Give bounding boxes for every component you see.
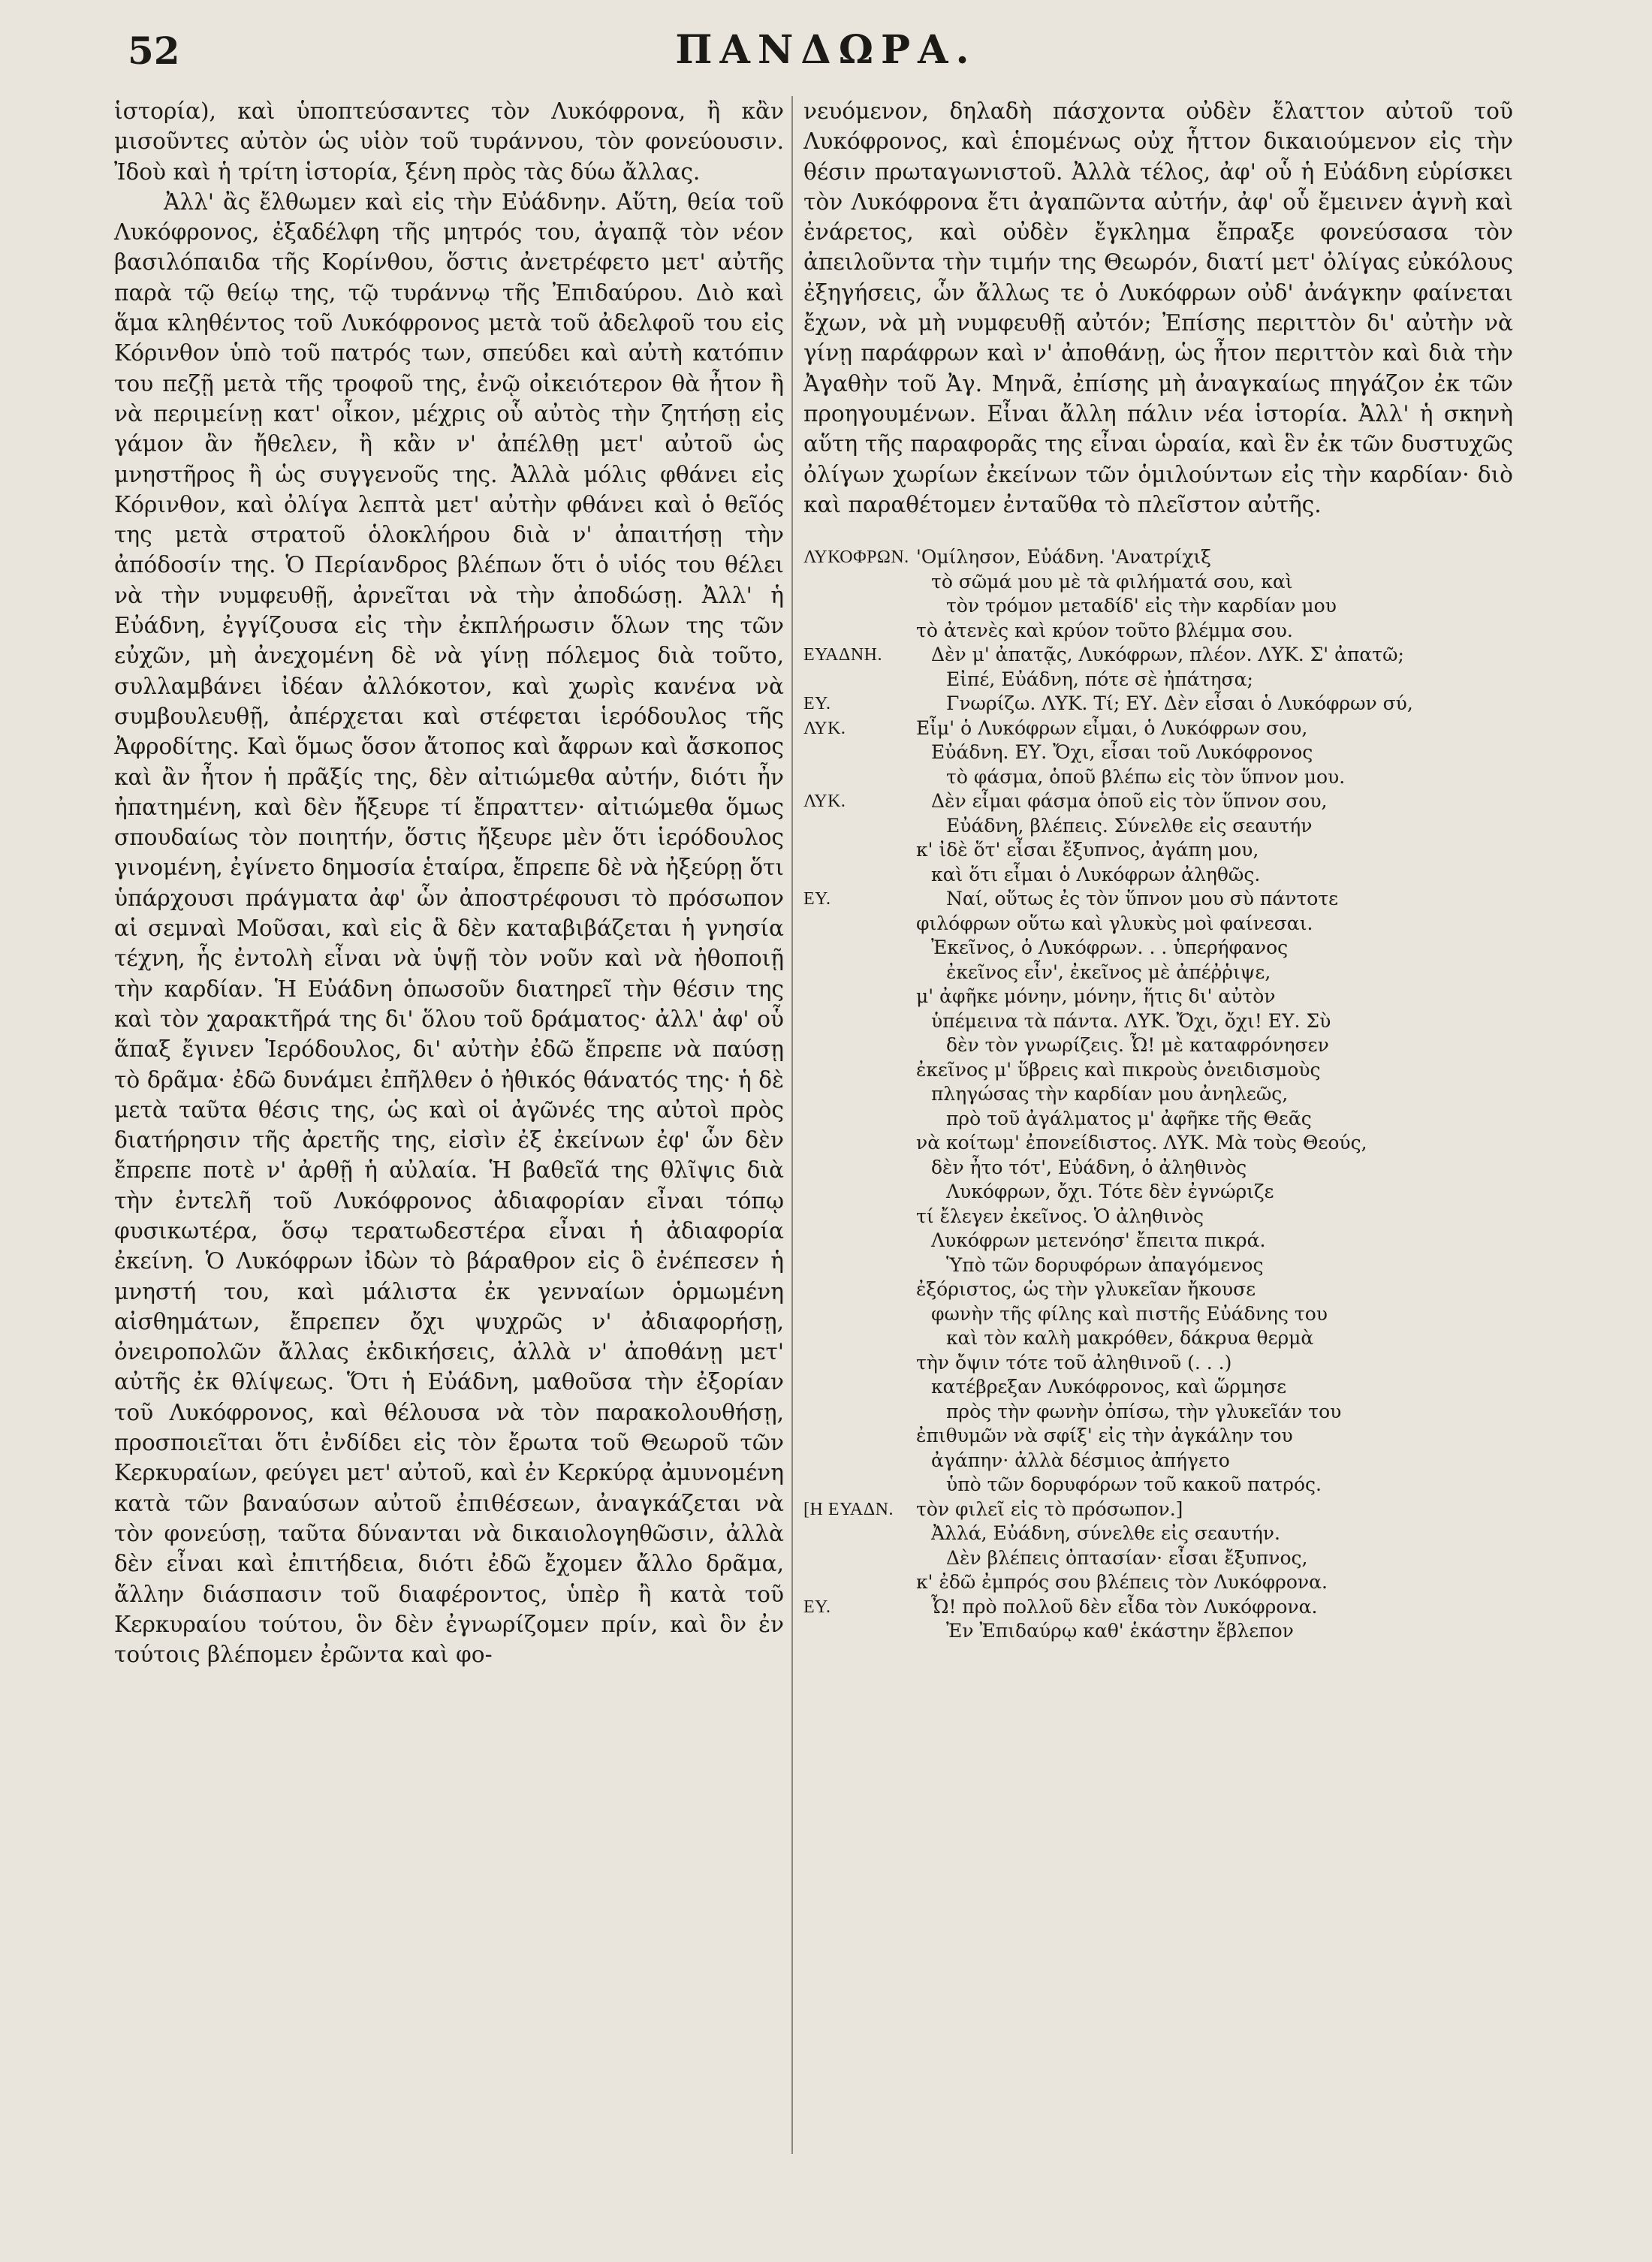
left-paragraph-2: Ἀλλ' ἂς ἔλθωμεν καὶ εἰς τὴν Εὐάδνην. Αὕτη, θεία τοῦ Λυκόφρονος, ἐξαδέλφη τῆς μητρός του, ἀγαπᾷ τὸν νέον βασιλόπαιδα τῆς Κορίνθου, ὅστις ἀνετρέφετο μετ' αὐτῆς παρὰ τῷ θείῳ της, τῷ τυράννῳ τῆς Ἐπιδαύρου. Διὸ καὶ ἅμα κληθέντος τοῦ Λυκόφρονος μετὰ τοῦ ἀδελφοῦ του εἰς Κόρινθον ὑπὸ τοῦ πατρός των, σπεύδει καὶ αὐτὴ κατόπιν του πεζῇ μετὰ τῆς τροφοῦ της, ἐνῷ οἰκειότερον θὰ ἦτον ἢ νὰ περιμείνῃ κατ' οἶκον, μέχρις οὗ αὐτὸς τὴν ζητήσῃ εἰς γάμον ἂν ἤθελεν, ἢ κἂν ν' ἀπέλθῃ μετ' αὐτοῦ ὡς μνηστῆρος ἢ ὡς συγγενοῦς της. Ἀλλὰ μόλις φθάνει εἰς Κόρινθον, καὶ ὀλίγα λεπτὰ μετ' αὐτὴν φθάνει καὶ ὁ θεῖός της μετὰ στρατοῦ ὁλοκλήρου διὰ ν' ἀπαιτήσῃ τὴν ἀπόδοσίν της. Ὁ Περίανδρος βλέπων ὅτι ὁ υἱός του θέλει νὰ τὴν νυμφευθῇ, ἀρνεῖται νὰ τὴν ἀποδώσῃ. Ἀλλ' ἡ Εὐάδνη, ἐγγίζουσα εἰς τὴν ἐκπλήρωσιν ὅλων της τῶν εὐχῶν, μὴ ἀνεχομένη δὲ νὰ γίνῃ πόλεμος διὰ τοῦτο, συλλαμβάνει ἰδέαν ἀλλόκοτον, καὶ χωρὶς κανένα νὰ συμβουλευθῇ, ἀπέρχεται καὶ στέφεται ἱερόδουλος τῆς Ἀφροδίτης. Καὶ ὅμως ὅσον ἄτοπος καὶ ἄφρων καὶ ἄσκοπος καὶ ἂν ἦτον ἡ πρᾶξίς της, δὲν αἰτιώμεθα αὐτήν, διότι ἦν ἠπατημένη, καὶ δὲν ἤξευρε τί ἔπραττεν· αἰτιώμεθα ὅμως σπουδαίως τὸν ποιητήν, ὅστις ἤξευρε μὲν ὅτι ἱερόδουλος γινομένη, ἐγίνετο δημοσία ἑταίρα, ἔπρεπε δὲ νὰ ἠξεύρῃ ὅτι ὑπάρχουσι πράγματα ἀφ' ὧν ἀποστρέφουσι τὸ πρόσωπον αἱ σεμναὶ Μοῦσαι, καὶ εἰς ἃ δὲν καταβιβάζεται ἡ γνησία τέχνη, ἧς ἐντολὴ εἶναι νὰ ὑψῇ τὸν νοῦν καὶ νὰ ἠθοποιῇ τὴν καρδίαν. Ἡ Εὐάδνη ὁπωσοῦν διατηρεῖ τὴν θέσιν της καὶ τὸν χαρακτῆρά της δι' ὅλου τοῦ δράματος· ἀλλ' ἀφ' οὗ ἅπαξ ἔγινεν Ἱερόδουλος, δι' αὐτὴν ἐδῶ ἔπρεπε νὰ παύσῃ τὸ δρᾶμα· ἐδῶ δυνάμει ἐπῆλθεν ὁ ἠθικός θάνατός της· ἡ δὲ μετὰ ταῦτα θέσις της, ὡς καὶ οἱ ἀγῶνές της αὐτοὶ πρὸς διατήρησιν τῆς ἀρετῆς της, εἰσὶν ἐξ ἐκείνων ἐφ' ὧν δὲν ἔπρεπε ποτὲ ν' ἀρθῇ ἡ αὐλαία. Ἡ βαθεῖά της θλῖψις διὰ τὴν ἐντελῆ τοῦ Λυκόφρονος ἀδιαφορίαν εἶναι τόπῳ φυσικωτέρα, ὅσῳ τερατωδεστέρα εἶναι ἡ ἀδιαφορία ἐκείνη. Ὁ Λυκόφρων ἰδὼν τὸ βάραθρον εἰς ὃ ἐνέπεσεν ἡ μνηστή του, καὶ μάλιστα ἐκ γενναίων ὁρμωμένη αἰσθημάτων, ἔπρεπεν ὄχι ψυχρῶς ν' ἀδιαφορήσῃ, ὀνειροπολῶν ἄλλας ἐκδικήσεις, ἀλλὰ ν' ἀποθάνῃ μετ' αὐτῆς ἐκ θλίψεως. Ὅτι ἡ Εὐάδνη, μαθοῦσα τὴν ἐξορίαν τοῦ Λυκόφρονος, καὶ θέλουσα νὰ τὸν παρακολουθήσῃ, προσποιεῖται ὅτι ἐνδίδει εἰς τὸν ἔρωτα τοῦ Θεωροῦ τῶν Κερκυραίων, φεύγει μετ' αὐτοῦ, καὶ ἐν Κερκύρᾳ ἀμυνομένη κατὰ τῶν βαναύσων αὐτοῦ ἐπιθέσεων, ἀναγκάζεται νὰ τὸν φονεύσῃ, ταῦτα δύνανται νὰ δικαιολογηθῶσιν, ἀλλὰ δὲν εἶναι καὶ ἐπιτήδεια, διότι ἐδῶ ἔχομεν ἄλλο δρᾶμα, ἄλλην διάσπασιν τοῦ διαφέροντος, ὑπὲρ ἢ κατὰ τοῦ Κερκυραίου τούτου, ὃν δὲν ἐγνωρίζομεν πρίν, καὶ ὃν ἐν τούτοις βλέπομεν ἐρῶντα καὶ φο-	[114, 188, 784, 1668]
dialogue-excerpt	[803, 545, 1513, 1644]
speech-block	[803, 692, 1513, 716]
verse-line: Εὐάδνη, βλέπεις. Σύνελθε εἰς σεαυτήν	[946, 814, 1313, 837]
speech-block	[803, 789, 1513, 887]
verse-line: Εὐάδνη. ΕΥ. Ὄχι, εἶσαι τοῦ Λυκόφρονος	[931, 741, 1313, 764]
speaker-label: ΕΥ.	[803, 889, 831, 909]
verse-line: πληγώσας τὴν καρδίαν μου ἀνηλεῶς,	[931, 1083, 1289, 1105]
verse-line: ἐκεῖνος μ' ὕβρεις καὶ πικροὺς ὀνειδισμοὺς	[916, 1058, 1321, 1081]
right-column	[803, 96, 1513, 1644]
running-title: ΠΑΝΔΩΡΑ.	[675, 27, 977, 73]
right-intro-paragraph: νευόμενον, δηλαδὴ πάσχοντα οὐδὲν ἔλαττον αὐτοῦ τοῦ Λυκόφρονος, καὶ ἑπομένως οὐχ ἧττον δικαιούμενον εἰς τὴν θέσιν πρωταγωνιστοῦ. Ἀλλὰ τέλος, ἀφ' οὗ ἡ Εὐάδνη εὑρίσκει τὸν Λυκόφρονα ἔτι ἀγαπῶντα αὐτήν, ἀφ' οὗ ἔμεινεν ἁγνὴ καὶ ἐνάρετος, καὶ οὐδὲν ἔγκλημα ἔπραξε φονεύσασα τὸν ἀπειλοῦντα τὴν τιμήν της Θεωρόν, διατί μετ' ὀλίγας εὐκόλους ἐξηγήσεις, ὧν ἄλλως τε ὁ Λυκόφρων οὐδ' ἀνάγκην φαίνεται ἔχων, νὰ μὴ νυμφευθῇ αὐτόν; Ἐπίσης περιττὸν δι' αὐτὴν νὰ γίνῃ παράφρων καὶ ν' ἀποθάνῃ, ὡς ἦτον περιττὸν καὶ διὰ τὴν Ἀγαθὴν τοῦ Ἀγ. Μηνᾶ, ἐπίσης μὴ ἀναγκαίως πηγάζον ἐκ τῶν προηγουμένων. Εἶναι ἄλλη πάλιν νέα ἱστορία. Ἀλλ' ἡ σκηνὴ αὕτη τῆς παραφορᾶς της εἶναι ὡραία, καὶ ἓν ἐκ τῶν δυστυχῶς ὀλίγων χωρίων ἐκείνων τῶν ὁμιλούντων εἰς τὴν καρδίαν· διὸ καὶ παραθέτομεν ἐνταῦθα τὸ πλεῖστον αὐτῆς.	[803, 98, 1513, 517]
verse-line: Γνωρίζω. ΛΥΚ. Τί; ΕΥ. Δὲν εἶσαι ὁ Λυκόφρων σύ,	[946, 692, 1413, 715]
page-number: 52	[128, 29, 180, 73]
speaker-label: ΛΥΚ.	[803, 792, 846, 812]
verse-line: ἐκεῖνος εἶν', ἐκεῖνος μὲ ἀπέῤῥιψε,	[946, 961, 1271, 983]
speech-block	[803, 545, 1513, 643]
verse-line: ὑπὸ τῶν δορυφόρων τοῦ κακοῦ πατρός.	[946, 1473, 1322, 1496]
verse-line: νὰ κοίτωμ' ἐπονείδιστος. ΛΥΚ. Μὰ τοὺς Θεούς,	[916, 1132, 1367, 1154]
verse-line: τὸ ἀτενὲς καὶ κρύον τοῦτο βλέμμα σου.	[916, 619, 1293, 641]
verse-line: ἐπιθυμῶν νὰ σφίξ' εἰς τὴν ἀγκάλην του	[916, 1425, 1293, 1447]
left-column	[114, 96, 784, 1669]
verse-line: Ὑπὸ τῶν δορυφόρων ἀπαγόμενος	[946, 1253, 1264, 1276]
verse-line: Εἰπέ, Εὐάδνη, πότε σὲ ἠπάτησα;	[946, 668, 1253, 690]
verse-line: καὶ ὅτι εἶμαι ὁ Λυκόφρων ἀληθῶς.	[931, 863, 1261, 885]
verse-line: κ' ἰδὲ ὅτ' εἶσαι ἔξυπνος, ἀγάπη μου,	[916, 839, 1259, 861]
verse-line: τὸν φιλεῖ εἰς τὸ πρόσωπον.]	[916, 1497, 1183, 1520]
verse-line: Ναί, οὕτως ἐς τὸν ὕπνον μου σὺ πάντοτε	[946, 888, 1339, 910]
verse-line: Ἀλλά, Εὐάδνη, σύνελθε εἰς σεαυτήν.	[931, 1522, 1280, 1545]
verse-line: Λυκόφρων μετενόησ' ἔπειτα πικρά.	[931, 1229, 1266, 1252]
verse-line: τί ἔλεγεν ἐκεῖνος. Ὁ ἀληθινὸς	[916, 1205, 1204, 1227]
verse-line: κ' ἐδῶ ἐμπρός σου βλέπεις τὸν Λυκόφρονα.	[916, 1571, 1328, 1594]
verse-line: 'Ομίλησον, Εὐάδνη. 'Ανατρίχιξ	[916, 546, 1211, 569]
verse-line: τὸ φάσμα, ὁποῦ βλέπω εἰς τὸν ὕπνον μου.	[946, 765, 1346, 788]
verse-line: Ὦ! πρὸ πολλοῦ δὲν εἶδα τὸν Λυκόφρονα.	[931, 1595, 1318, 1618]
verse-line: δὲν τὸν γνωρίζεις. Ὦ! μὲ καταφρόνησεν	[946, 1034, 1329, 1057]
verse-line: Λυκόφρων, ὄχι. Τότε δὲν ἐγνώριζε	[946, 1181, 1274, 1203]
verse-line: Δὲν βλέπεις ὀπτασίαν· εἶσαι ἔξυπνος,	[946, 1546, 1308, 1569]
speaker-label: [Η ΕΥΑΔΝ.	[803, 1499, 894, 1519]
speaker-label: ΕΥ.	[803, 1597, 831, 1617]
speech-block	[803, 716, 1513, 790]
verse-line: μ' ἀφῆκε μόνην, μόνην, ἥτις δι' αὐτὸν	[916, 985, 1276, 1008]
verse-line: πρὸ τοῦ ἀγάλματος μ' ἀφῆκε τῆς Θεᾶς	[946, 1107, 1312, 1129]
speech-block	[803, 1497, 1513, 1595]
speaker-label: ΛΥΚΟΦΡΩΝ.	[803, 547, 909, 568]
verse-line: καὶ τὸν καλὴ μακρόθεν, δάκρυα θερμὰ	[946, 1327, 1314, 1350]
verse-line: τὴν ὄψιν τότε τοῦ ἀληθινοῦ (. . .)	[916, 1351, 1232, 1374]
left-paragraph-1: ἱστορία), καὶ ὑποπτεύσαντες τὸν Λυκόφρονα, ἢ κἂν μισοῦντες αὐτὸν ὡς υἱὸν τοῦ τυράννου, τὸν φονεύουσιν. Ἰδοὺ καὶ ἡ τρίτη ἱστορία, ξένη πρὸς τὰς δύω ἄλλας.	[114, 98, 784, 185]
verse-line: τὸν τρόμον μεταδίδ' εἰς τὴν καρδίαν μου	[946, 595, 1337, 617]
verse-line: Δὲν εἶμαι φάσμα ὁποῦ εἰς τὸν ὕπνον σου,	[931, 790, 1328, 813]
verse-line: φωνὴν τῆς φίλης καὶ πιστῆς Εὐάδνης του	[931, 1302, 1328, 1325]
column-divider	[791, 96, 793, 2154]
speech-block	[803, 1595, 1513, 1644]
verse-line: Ἐν Ἐπιδαύρῳ καθ' ἑκάστην ἔβλεπον	[946, 1620, 1294, 1642]
verse-line: Ἐκεῖνος, ὁ Λυκόφρων. . . ὑπερήφανος	[931, 936, 1289, 959]
verse-line: τὸ σῶμά μου μὲ τὰ φιλήματά σου, καὶ	[931, 570, 1293, 593]
verse-line: Εἶμ' ὁ Λυκόφρων εἶμαι, ὁ Λυκόφρων σου,	[916, 716, 1308, 739]
verse-line: ἀγάπην· ἀλλὰ δέσμιος ἀπήγετο	[931, 1449, 1230, 1471]
speech-block	[803, 887, 1513, 1497]
verse-line: ὑπέμεινα τὰ πάντα. ΛΥΚ. Ὄχι, ὄχι! ΕΥ. Σὺ	[931, 1009, 1331, 1032]
verse-line: κατέβρεξαν Λυκόφρονος, καὶ ὥρμησε	[931, 1376, 1287, 1398]
verse-line: Δὲν μ' ἀπατᾷς, Λυκόφρων, πλέον. ΛΥΚ. Σ' ἀπατῶ;	[931, 644, 1404, 666]
speaker-label: ΕΥ.	[803, 694, 831, 714]
verse-line: ἐξόριστος, ὡς τὴν γλυκεῖαν ἤκουσε	[916, 1278, 1256, 1301]
speech-block	[803, 643, 1513, 692]
speaker-label: ΕΥΑΔΝΗ.	[803, 645, 882, 665]
verse-line: δὲν ἦτο τότ', Εὐάδνη, ὁ ἀληθινὸς	[931, 1156, 1247, 1178]
verse-line: πρὸς τὴν φωνὴν ὀπίσω, τὴν γλυκεῖάν του	[946, 1400, 1342, 1422]
speaker-label: ΛΥΚ.	[803, 718, 846, 738]
verse-line: φιλόφρων οὕτω καὶ γλυκὺς μοὶ φαίνεσαι.	[916, 912, 1313, 934]
